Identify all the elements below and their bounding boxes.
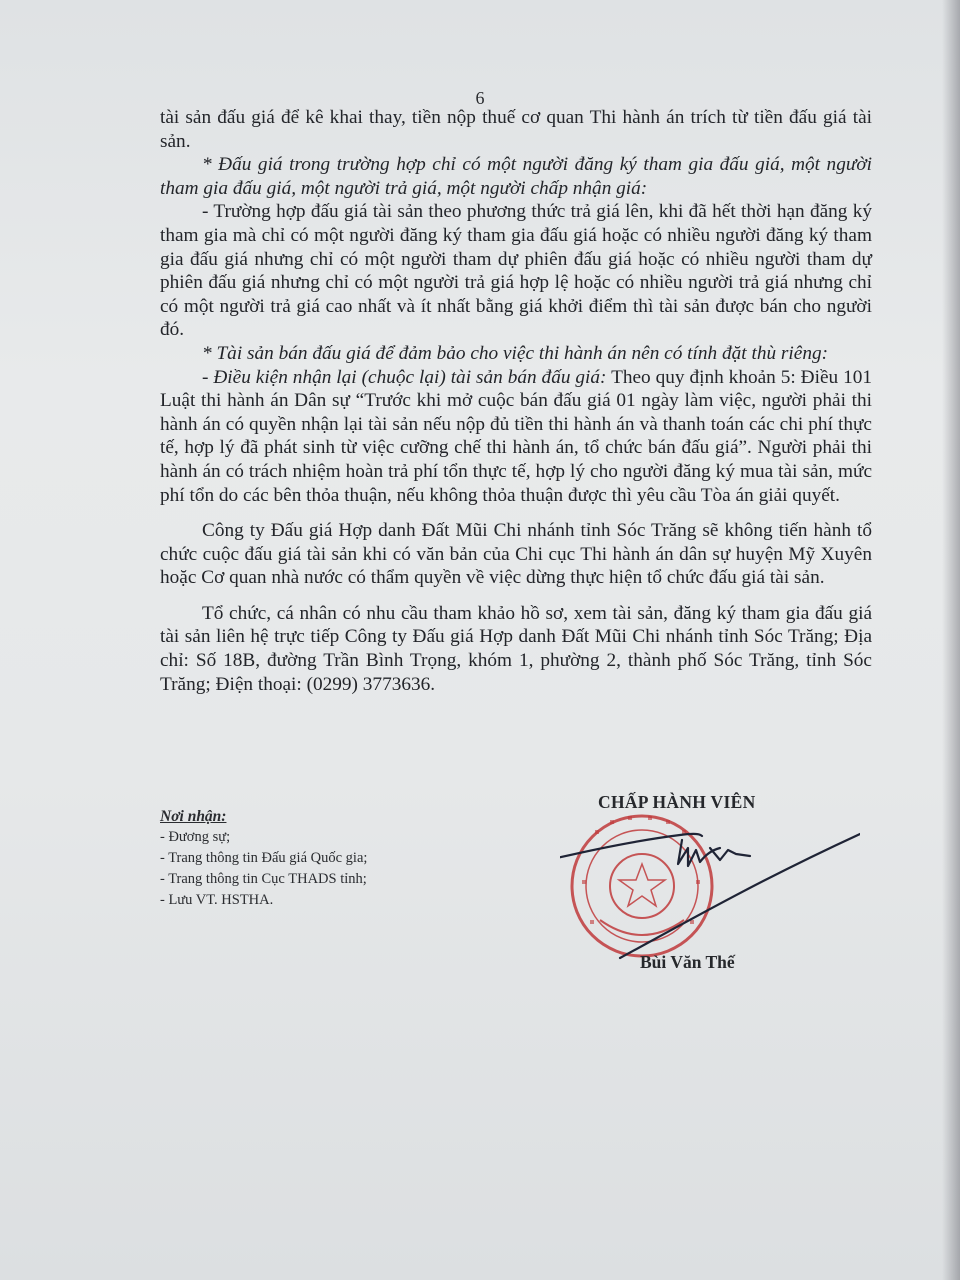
heading-single-bidder: * Đấu giá trong trường hợp chỉ có một người đăng ký tham gia đấu giá, một người tham gia đấu giá, một người trả giá, một người chấp nhận giá: (160, 154, 872, 199)
recipient-item: - Đương sự; (160, 829, 231, 845)
signer-name: Bùi Văn Thế (640, 952, 735, 972)
paragraph-contact: Tổ chức, cá nhân có nhu cầu tham khảo hồ sơ, xem tài sản, đăng ký tham gia đấu giá tài sản liên hệ trực tiếp Công ty Đấu giá Hợp danh Đất Mũi Chi nhánh tỉnh Sóc Trăng; Địa chỉ: Số 18B, đường Trần Bình Trọng, khóm 1, phường 2, thành phố Sóc Trăng, tỉnh Sóc Trăng; Điện thoại: (0299) 3773636. (160, 602, 872, 695)
paragraph-tax-note: tài sản đấu giá để kê khai thay, tiền nộp thuế cơ quan Thi hành án trích từ tiền đấu giá tài sản. (160, 107, 872, 152)
paragraph-single-bidder: - Trường hợp đấu giá tài sản theo phương thức trả giá lên, khi đã hết thời hạn đăng ký tham gia mà chỉ có một người đăng ký tham gia đấu giá hoặc có nhiều người đăng ký tham gia đấu giá nhưng chỉ có một người tham dự phiên đấu giá hoặc có nhiều người tham dự phiên đấu giá nhưng chỉ có một người trả giá hợp lệ hoặc có nhiều người trả giá nhưng chỉ có một người trả giá cao nhất và ít nhất bằng giá khởi điểm thì tài sản được bán cho người đó. (160, 201, 872, 341)
heading-special-assets: * Tài sản bán đấu giá để đảm bảo cho việc thi hành án nên có tính đặt thù riêng: (202, 342, 829, 364)
recipients-title: Nơi nhận: (160, 808, 227, 825)
page-edge-shadow (942, 0, 960, 1280)
recipient-item: - Lưu VT. HSTHA. (160, 892, 274, 908)
recipients-block (160, 806, 490, 911)
redemption-label: - Điều kiện nhận lại (chuộc lại) tài sản bán đấu giá: (202, 366, 607, 388)
page-number: 6 (475, 88, 485, 108)
signer-title: CHẤP HÀNH VIÊN (598, 792, 756, 812)
paragraph-suspension: Công ty Đấu giá Hợp danh Đất Mũi Chi nhánh tỉnh Sóc Trăng sẽ không tiến hành tổ chức cuộc đấu giá tài sản khi có văn bản của Chi cục Thi hành án dân sự huyện Mỹ Xuyên hoặc Cơ quan nhà nước có thẩm quyền về việc dừng thực hiện tổ chức đấu giá tài sản. (160, 520, 872, 589)
redemption-text: Theo quy định khoản 5: Điều 101 Luật thi hành án Dân sự “Trước khi mở cuộc bán đấu giá 01 ngày làm việc, người phải thi hành án có quyền nhận lại tài sản nếu nộp đủ tiền thi hành án và thanh toán các chi phí thực tế, hợp lý đã phát sinh từ việc cưỡng chế thi hành án, tổ chức bán đấu giá”. Người phải thi hành án có trách nhiệm hoàn trả phí tổn thực tế, hợp lý cho người đăng ký mua tài sản, mức phí tổn do các bên thỏa thuận, nếu không thỏa thuận được thì yêu cầu Tòa án giải quyết. (160, 366, 872, 506)
recipient-item: - Trang thông tin Cục THADS tỉnh; (160, 871, 367, 887)
document-body (160, 106, 872, 696)
recipient-item: - Trang thông tin Đấu giá Quốc gia; (160, 850, 368, 866)
paragraph-redemption (160, 366, 872, 508)
